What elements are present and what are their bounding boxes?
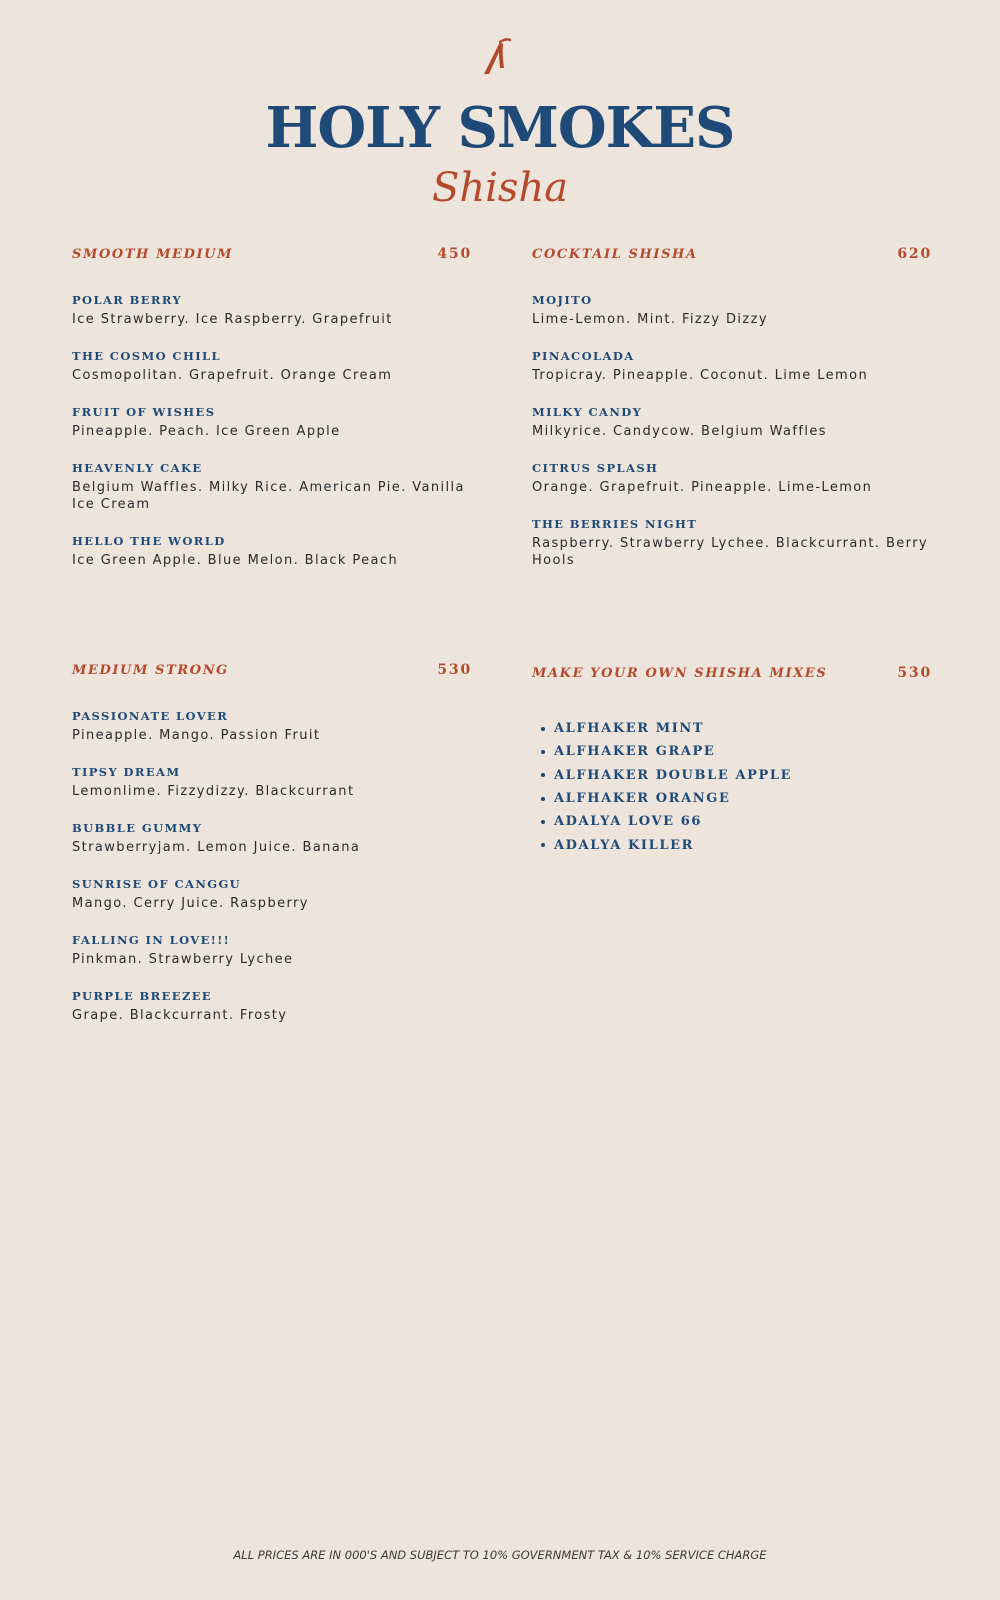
section-header bbox=[72, 662, 472, 684]
mix-item-label: ALFHAKER GRAPE bbox=[554, 744, 716, 760]
menu-item bbox=[532, 516, 932, 569]
section-price: 530 bbox=[437, 662, 472, 678]
menu-item-name: POLAR BERRY bbox=[72, 293, 183, 307]
bullet-icon bbox=[541, 750, 545, 754]
menu-item-name: FRUIT OF WISHES bbox=[72, 405, 216, 419]
section-header bbox=[532, 665, 932, 687]
list-item bbox=[532, 833, 932, 856]
bullet-icon bbox=[541, 727, 545, 731]
mix-list bbox=[532, 717, 932, 857]
menu-item-name: HEAVENLY CAKE bbox=[72, 461, 203, 475]
menu-item-description: Ice Green Apple. Blue Melon. Black Peach bbox=[72, 553, 399, 568]
menu-item-list bbox=[72, 292, 472, 569]
menu-item-description: Raspberry. Strawberry Lychee. Blackcurrant. Berry Hools bbox=[532, 536, 929, 568]
menu-item-description: Strawberryjam. Lemon Juice. Banana bbox=[72, 840, 361, 855]
section-header bbox=[532, 246, 932, 268]
menu-item bbox=[532, 292, 932, 328]
menu-item bbox=[72, 460, 472, 513]
menu-item-description: Grape. Blackcurrant. Frosty bbox=[72, 1008, 288, 1023]
menu-item-description: Milkyrice. Candycow. Belgium Waffles bbox=[532, 424, 827, 439]
section-price: 620 bbox=[897, 246, 932, 262]
menu-item bbox=[532, 348, 932, 384]
list-item bbox=[532, 787, 932, 810]
menu-item-description: Ice Strawberry. Ice Raspberry. Grapefruit bbox=[72, 312, 393, 327]
menu-item-name: CITRUS SPLASH bbox=[532, 461, 659, 475]
menu-item bbox=[532, 460, 932, 496]
menu-item bbox=[72, 932, 472, 968]
menu-item bbox=[72, 820, 472, 856]
caret-logo-icon bbox=[480, 34, 520, 78]
menu-item bbox=[72, 764, 472, 800]
menu-item-name: TIPSY DREAM bbox=[72, 765, 181, 779]
list-item bbox=[532, 764, 932, 787]
menu-item-description: Orange. Grapefruit. Pineapple. Lime-Lemon bbox=[532, 480, 873, 495]
menu-item bbox=[72, 292, 472, 328]
menu-item-name: PINACOLADA bbox=[532, 349, 635, 363]
mix-item-label: ALFHAKER ORANGE bbox=[554, 791, 731, 807]
menu-item-name: HELLO THE WORLD bbox=[72, 534, 226, 548]
section-smooth-medium bbox=[72, 246, 472, 589]
section-title: COCKTAIL SHISHA bbox=[532, 247, 698, 262]
menu-item bbox=[72, 348, 472, 384]
menu-item bbox=[72, 876, 472, 912]
section-medium-strong bbox=[72, 662, 472, 1044]
menu-item bbox=[532, 404, 932, 440]
mix-item-label: ADALYA LOVE 66 bbox=[554, 814, 703, 830]
menu-item-name: PURPLE BREEZEE bbox=[72, 989, 213, 1003]
menu-title: HOLY SMOKES bbox=[265, 95, 735, 161]
menu-item-name: FALLING IN LOVE!!! bbox=[72, 933, 231, 947]
menu-item-name: THE BERRIES NIGHT bbox=[532, 517, 698, 531]
menu-item-description: Tropicray. Pineapple. Coconut. Lime Lemon bbox=[532, 368, 869, 383]
section-price: 530 bbox=[897, 665, 932, 681]
menu-item-name: PASSIONATE LOVER bbox=[72, 709, 229, 723]
section-header bbox=[72, 246, 472, 268]
menu-item-name: MOJITO bbox=[532, 293, 593, 307]
section-cocktail-shisha bbox=[532, 246, 932, 589]
bullet-icon bbox=[541, 843, 545, 847]
section-make-your-own bbox=[532, 665, 932, 873]
menu-item bbox=[72, 988, 472, 1024]
menu-item-name: THE COSMO CHILL bbox=[72, 349, 221, 363]
menu-item-name: BUBBLE GUMMY bbox=[72, 821, 203, 835]
mix-item-label: ADALYA KILLER bbox=[554, 837, 694, 853]
menu-item-description: Cosmopolitan. Grapefruit. Orange Cream bbox=[72, 368, 393, 383]
section-title: MEDIUM STRONG bbox=[72, 663, 229, 678]
footer-note: ALL PRICES ARE IN 000'S AND SUBJECT TO 10% GOVERNMENT TAX & 10% SERVICE CHARGE bbox=[233, 1548, 767, 1562]
menu-item-description: Pineapple. Mango. Passion Fruit bbox=[72, 728, 321, 743]
section-title: MAKE YOUR OWN SHISHA MIXES bbox=[532, 666, 828, 681]
menu-item-description: Mango. Cerry Juice. Raspberry bbox=[72, 896, 309, 911]
menu-item-list bbox=[532, 292, 932, 569]
menu-item-list bbox=[72, 708, 472, 1024]
bullet-icon bbox=[541, 820, 545, 824]
list-item bbox=[532, 740, 932, 763]
mix-item-label: ALFHAKER MINT bbox=[554, 721, 705, 737]
menu-item-name: MILKY CANDY bbox=[532, 405, 643, 419]
menu-item-description: Lemonlime. Fizzydizzy. Blackcurrant bbox=[72, 784, 355, 799]
menu-item-description: Belgium Waffles. Milky Rice. American Pie. Vanilla Ice Cream bbox=[72, 480, 465, 512]
bullet-icon bbox=[541, 773, 545, 777]
section-title: SMOOTH MEDIUM bbox=[72, 247, 234, 262]
menu-item bbox=[72, 708, 472, 744]
menu-item-description: Pineapple. Peach. Ice Green Apple bbox=[72, 424, 341, 439]
menu-subtitle: Shisha bbox=[431, 165, 569, 211]
list-item bbox=[532, 810, 932, 833]
menu-item-description: Lime-Lemon. Mint. Fizzy Dizzy bbox=[532, 312, 768, 327]
menu-item-name: SUNRISE OF CANGGU bbox=[72, 877, 242, 891]
menu-item bbox=[72, 533, 472, 569]
menu-item bbox=[72, 404, 472, 440]
bullet-icon bbox=[541, 797, 545, 801]
mix-item-label: ALFHAKER DOUBLE APPLE bbox=[554, 767, 793, 783]
list-item bbox=[532, 717, 932, 740]
menu-item-description: Pinkman. Strawberry Lychee bbox=[72, 952, 294, 967]
section-price: 450 bbox=[437, 246, 472, 262]
